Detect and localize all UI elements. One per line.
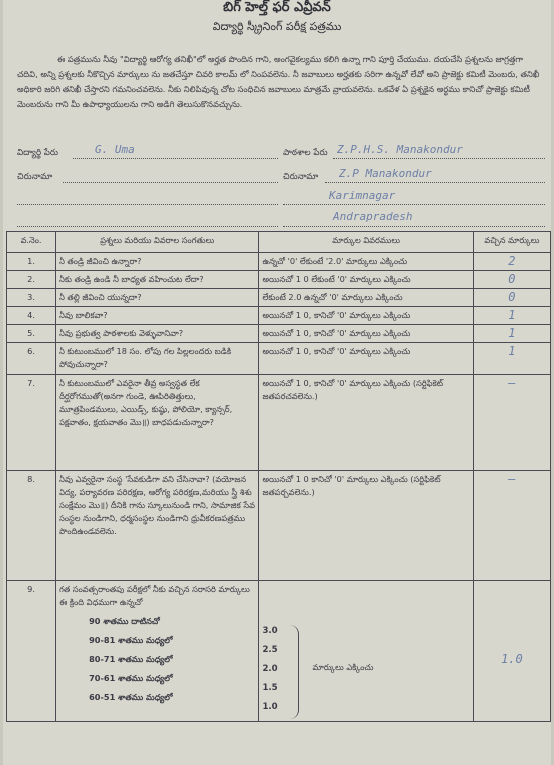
screening-form-page [3, 0, 551, 765]
row-marks-got[interactable]: 0 [473, 289, 550, 307]
row-question: నీ తండ్రి జీవించి ఉన్నారా? [56, 253, 259, 271]
row-marks-detail: ఉన్నచో '0' లేకుంటే '2.0' మార్కులు ఎక్కించు [259, 253, 473, 271]
table-row [7, 253, 551, 271]
school-name-label: పాఠశాల పేరు [283, 148, 328, 158]
row-marks-detail [259, 581, 473, 722]
address-value-2[interactable]: Karimnagar [329, 189, 396, 202]
table-row [7, 271, 551, 289]
table-row [7, 581, 551, 722]
band-label: 90-81 శాతము మధ్యలో [89, 635, 173, 645]
row-number: 8. [7, 471, 56, 581]
band-label: 90 శాతము దాటినచో [89, 616, 160, 626]
row-question: నీ కుటుంబములో ఎవరైనా తీవ్ర అస్వస్థత లేక దీర్ఘరోగముతో(అనగా గుండె, ఊపిరితిత్తులు, మూత్రపిండములు, ఎయిడ్స్, కుష్ఠు, పోలియో, క్యాన్సర్, పక్షవాతం, క్షయవాతం మొ॥) బాధపడుచున్నారా? [56, 375, 259, 471]
row-question: నీకు తండ్రి ఉండి నీ బాధ్యత వహించుట లేదా? [56, 271, 259, 289]
table-row [7, 325, 551, 343]
address-line-right-2 [283, 204, 545, 205]
row-question: నీవు బాలికవా? [56, 307, 259, 325]
row-question: నీ తల్లి జీవించి యున్నదా? [56, 289, 259, 307]
table-row [7, 471, 551, 581]
address-value-1[interactable]: Z.P Manakondur [339, 167, 432, 180]
row-marks-got[interactable]: 1 [473, 307, 550, 325]
band-score: 2.5 [262, 645, 278, 655]
table-row [7, 343, 551, 375]
table-row [7, 289, 551, 307]
address-line-left-2 [17, 204, 278, 205]
row-marks-got[interactable]: — [473, 471, 550, 581]
row-marks-detail: అయినచో 1 0, కానిచో '0' మార్కులు ఎక్కించు [259, 307, 473, 325]
address-label-left: చిరునామా [17, 172, 53, 182]
row-question: నీవు ఎవ్వరైనా సంస్థ 'సేవకుడిగా వని చేసినావా? (వయోజన విద్య, పర్యావరణ పరిరక్షణ, ఆరోగ్య పరిరక్షణ,మరియు స్త్రీ శిశు సంక్షేమం మొ॥) దీనికి గాను స్కూలునుండి గాని, సామాజిక సేవ సంస్థల నుండిగాని, ధర్మసంస్థల నుండిగాని ధ్రువీకరణపత్రము పొందిఉండవలెను. [56, 471, 259, 581]
band-score: 3.0 [262, 626, 278, 636]
row-marks-got[interactable]: — [473, 375, 550, 471]
header-serial: వ.నెం. [7, 232, 56, 253]
band-score: 1.5 [262, 683, 278, 693]
row-question: నీవు ప్రభుత్వ పాఠశాలకు వెళ్ళువానివా? [56, 325, 259, 343]
band-label: 70-61 శాతము మధ్యలో [89, 673, 173, 683]
screening-table [6, 231, 551, 722]
score-scale [262, 625, 469, 719]
row-marks-detail: లేకుంటే 2.0 ఉన్నచో '0' మార్కులు ఎక్కించు [259, 289, 473, 307]
band-label: 60-51 శాతము మధ్యలో [89, 692, 173, 702]
instructions-paragraph [17, 52, 545, 112]
row9-marks-value[interactable]: 1.0 [501, 652, 523, 666]
row-number: 1. [7, 253, 56, 271]
row-marks-got[interactable]: 1 [473, 343, 550, 375]
school-name-line [333, 158, 545, 159]
table-row [7, 307, 551, 325]
address-line-left-1 [63, 182, 278, 183]
row-question [56, 581, 259, 722]
address-line-right-1 [325, 182, 545, 183]
row-marks-detail: అయినచో 1 0 లేకుంటే '0' మార్కులు ఎక్కించు [259, 271, 473, 289]
form-title: బిగ్ హెల్త్ ఫర్ ఎవ్రీవన్ [223, 0, 331, 15]
header-marks-got: వచ్చిన మార్కులు [473, 232, 550, 253]
brace-mark [290, 625, 299, 719]
row9-question-text: గత సంవత్సరాంతపు పరీక్షలో నీకు వచ్చిన సరాసరి మార్కులు ఈ క్రింది విధముగా ఉన్నచో [59, 584, 250, 607]
row-question: నీ కుటుంబములో 18 సం. లోపు గల పిల్లలందరు బడికి పోవుచున్నారా? [56, 343, 259, 375]
row-number: 5. [7, 325, 56, 343]
row-number: 3. [7, 289, 56, 307]
row-number: 4. [7, 307, 56, 325]
row-number: 6. [7, 343, 56, 375]
band-score: 2.0 [262, 664, 278, 674]
row-marks-got[interactable]: 0 [473, 271, 550, 289]
band-label: 80-71 శాతము మధ్యలో [89, 654, 173, 664]
address-label-right: చిరునామా [283, 172, 319, 182]
address-value-3[interactable]: Andrapradesh [333, 210, 413, 223]
table-row [7, 375, 551, 471]
row-marks-got[interactable]: 1 [473, 325, 550, 343]
row-number: 7. [7, 375, 56, 471]
band-score: 1.0 [262, 702, 278, 712]
row-marks-detail: అయినచో 1 0 కానిచో '0' మార్కులు ఎక్కించు (సర్టిఫికెట్ జతపర్చవలెను.) [259, 471, 473, 581]
row-number: 9. [7, 581, 56, 722]
row-marks-detail: అయినచో 1 0, కానిచో '0' మార్కులు ఎక్కించు [259, 325, 473, 343]
student-name-line [73, 158, 278, 159]
table-header-row [7, 232, 551, 253]
school-name-value[interactable]: Z.P.H.S. Manakondur [337, 143, 463, 156]
form-subtitle: విద్యార్థి స్క్రీనింగ్ పరీక్ష పత్రము [212, 20, 342, 33]
student-name-label: విద్యార్థి పేరు [17, 148, 58, 158]
header-marks-detail: మార్కుల వివరములు [259, 232, 473, 253]
band-note: మార్కులు ఎక్కించు [312, 662, 374, 672]
student-name-value[interactable]: G. Uma [95, 143, 135, 156]
address-line-left-3 [17, 226, 278, 227]
instructions-text: ఈ పత్రమును నీవు "విద్యార్థి ఆరోగ్య తనిఖీ"లో అర్హత పొందిన గాని, అంగవైకల్యము కలిగి ఉన్నా గాని పూర్తి చేయుము. దయచేసి ప్రశ్నలను జాగ్రత్తగా చదివి, అన్ని ప్రశ్నలకు నీకొచ్చిన మార్కులు ను జతచేస్తూ చివరి కాలమ్ లో నింపవలెను. నీ జవాబులు అర్హతకు సరిగా ఉన్నవో లేవో అని ప్రాజెక్టు కమిటీ మెంబరు, తనిఖీ అధికారి జరిగి తనిఖీ చేస్తారని గమనించవలెను. నీకు నిలిపివున్న చోట సంధిచిన జవాబులు మాత్రమే వ్రాయవలెను. ఒకవేళ ఏ ప్రశ్నకైన అర్థము కానిచో ప్రాజెక్టు కమిటీ మెంబరును గాని మీ ఉపాధ్యాయులను గాని అడిగి తెలుసుకొనవచ్చును. [17, 54, 540, 109]
header-question: ప్రశ్నలు మరియు వివరాల సంగతులు [56, 232, 259, 253]
address-line-right-3 [283, 226, 545, 227]
row-marks-got[interactable]: 2 [473, 253, 550, 271]
row-marks-got[interactable] [473, 581, 550, 722]
row-number: 2. [7, 271, 56, 289]
row-marks-detail: అయినచో 1 0, కానిచో '0' మార్కులు ఎక్కించు (సర్టిఫికెట్ జతపరచవలెను.) [259, 375, 473, 471]
row-marks-detail: అయినచో 1 0, కానిచో '0' మార్కులు ఎక్కించు [259, 343, 473, 375]
